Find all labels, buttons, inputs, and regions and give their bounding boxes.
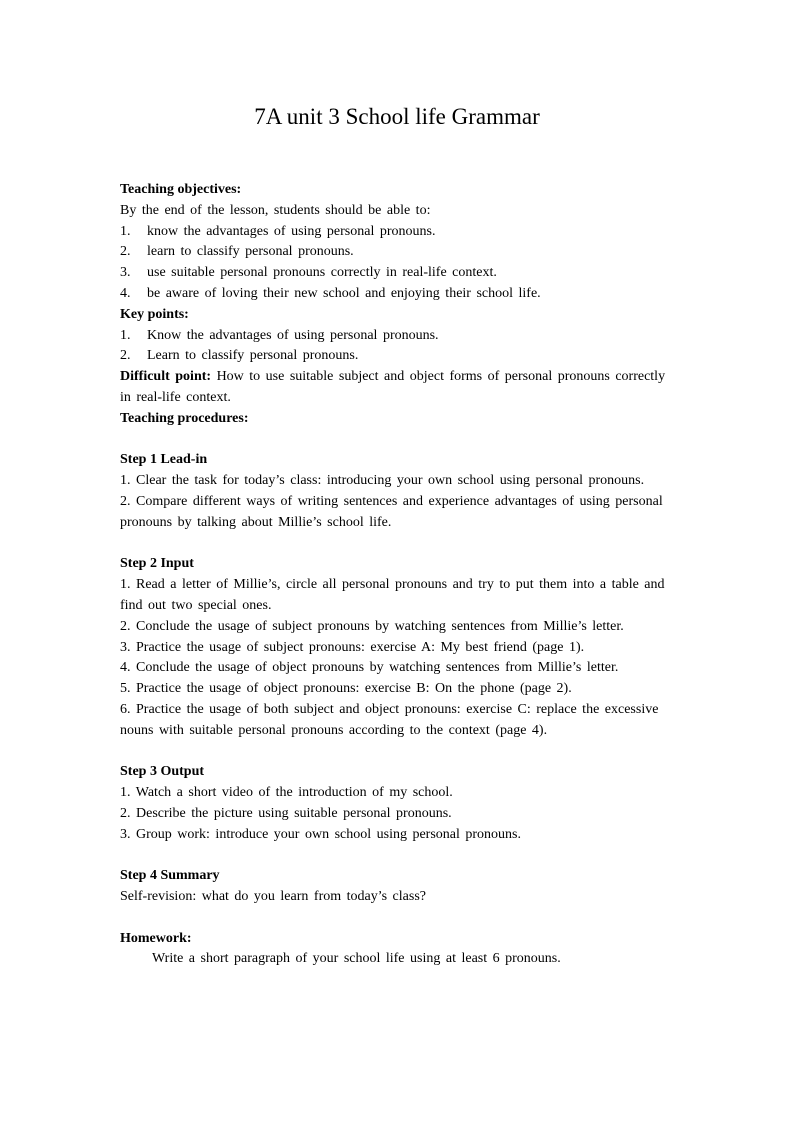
key-point-text: Learn to classify personal pronouns.: [147, 348, 359, 364]
step-2-line: 4. Conclude the usage of object pronouns by watching sentences from Millie’s letter.: [120, 660, 619, 676]
step-2-line: 1. Read a letter of Millie’s, circle all personal pronouns and try to put them into a table and find out two special ones.: [120, 577, 665, 613]
objective-text: use suitable personal pronouns correctly in real-life context.: [147, 265, 497, 281]
key-point-item: [120, 326, 680, 347]
objectives-intro: By the end of the lesson, students should be able to:: [120, 202, 431, 218]
objectives-heading: Teaching objectives:: [120, 182, 242, 197]
difficult-point-heading: Difficult point:: [120, 369, 212, 385]
spacer: [120, 430, 680, 451]
objective-item: [120, 263, 680, 284]
step-1-line: 1. Clear the task for today’s class: introducing your own school using personal pronouns.: [120, 473, 645, 489]
step-4-line: Self-revision: what do you learn from today’s class?: [120, 889, 426, 905]
key-point-item: [120, 346, 680, 367]
objective-number: 2.: [120, 244, 131, 260]
objective-number: 4.: [120, 285, 131, 301]
spacer: [120, 846, 680, 867]
step-2-line: 3. Practice the usage of subject pronouns: exercise A: My best friend (page 1).: [120, 639, 585, 655]
difficult-point-text: How to use suitable subject and object forms of personal pronouns correctly in real-life context.: [120, 369, 666, 405]
step-2-line: 6. Practice the usage of both subject and object pronouns: exercise C: replace the excessive nouns with suitable personal pronouns according to the context (page 4).: [120, 701, 659, 738]
step-2-line: 5. Practice the usage of object pronouns: exercise B: On the phone (page 2).: [120, 681, 572, 697]
objective-item: [120, 242, 680, 263]
homework-heading: Homework:: [120, 930, 192, 946]
objective-item: [120, 222, 680, 243]
key-point-number: 2.: [120, 348, 131, 364]
homework-text: Write a short paragraph of your school life using at least 6 pronouns.: [152, 951, 561, 967]
spacer: [120, 534, 680, 555]
key-point-text: Know the advantages of using personal pronouns.: [147, 327, 439, 343]
step-4-heading: Step 4 Summary: [120, 868, 220, 884]
step-1-heading: Step 1 Lead-in: [120, 452, 208, 468]
key-points-heading: Key points:: [120, 306, 189, 322]
objective-text: know the advantages of using personal pronouns.: [147, 223, 436, 239]
step-1-line: 2. Compare different ways of writing sentences and experience advantages of using personal pronouns by talking about Millie’s school life.: [120, 493, 663, 530]
document-body: [120, 180, 680, 970]
step-2-heading: Step 2 Input: [120, 556, 194, 572]
objective-text: learn to classify personal pronouns.: [147, 244, 354, 260]
spacer: [120, 908, 680, 929]
objective-number: 3.: [120, 265, 131, 281]
objective-text: be aware of loving their new school and enjoying their school life.: [147, 285, 541, 301]
objective-number: 1.: [120, 223, 131, 239]
step-3-heading: Step 3 Output: [120, 764, 205, 780]
step-3-line: 2. Describe the picture using suitable personal pronouns.: [120, 805, 452, 821]
key-point-number: 1.: [120, 327, 131, 343]
objective-item: [120, 284, 680, 305]
step-3-line: 3. Group work: introduce your own school using personal pronouns.: [120, 826, 522, 842]
spacer: [120, 742, 680, 763]
difficult-point: [120, 367, 680, 409]
step-2-line: 2. Conclude the usage of subject pronouns by watching sentences from Millie’s letter.: [120, 618, 624, 634]
document-title: 7A unit 3 School life Grammar: [254, 104, 540, 129]
step-3-line: 1. Watch a short video of the introduction of my school.: [120, 785, 453, 801]
procedures-heading: Teaching procedures:: [120, 410, 249, 426]
